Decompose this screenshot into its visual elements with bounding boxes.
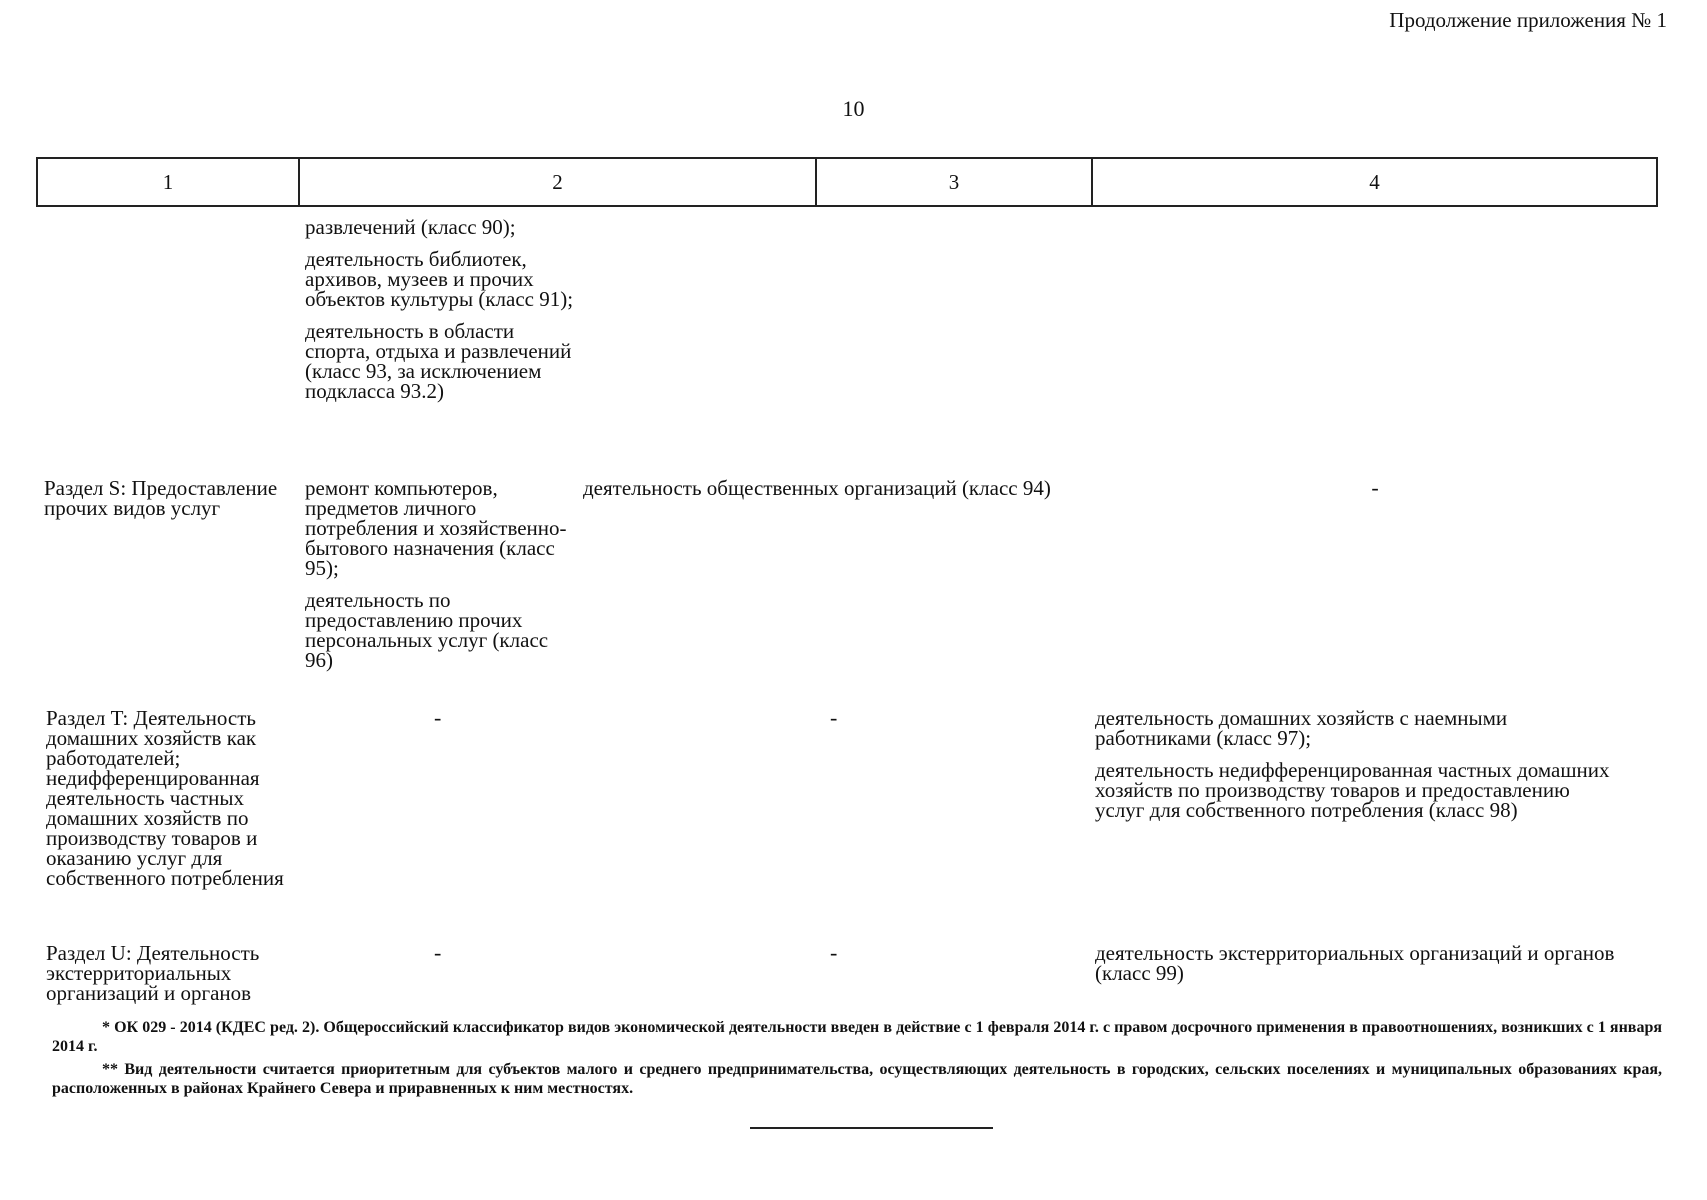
list-item: деятельность недифференцированная частных домашних хозяйств по производству товаров и предоставлению услуг для собственного потребления (класс 98) [1095,758,1610,822]
section-t-title: Раздел T: Деятельность домашних хозяйств как работодателей; недифференцированная деятельность частных домашних хозяйств по производству товаров и оказанию услуг для собственного потребления [46,706,284,890]
section-s-col2-cell [305,478,575,682]
list-item: ремонт компьютеров, предметов личного потребления и хозяйственно-бытового назначения (класс 95); [305,476,567,580]
section-s-col4-dash: - [1371,475,1379,500]
column-header-3: 3 [817,159,1093,205]
carryover-col2-cell [305,217,575,413]
column-header-2: 2 [300,159,817,205]
footnote-1: * ОК 029 - 2014 (КДЕС ред. 2). Общероссийский классификатор видов экономической деятельности введен в действие с 1 февраля 2014 г. с правом досрочного применения в правоотношениях, возникших с 1 января 2014 г. [52,1019,1662,1055]
end-of-document-rule [750,1127,993,1129]
section-s-col3-cell: деятельность общественных организаций (класс 94) [583,476,1051,500]
section-t-col4-cell [1095,708,1615,832]
section-t-col2-dash: - [434,705,442,730]
list-item: деятельность библиотек, архивов, музеев и прочих объектов культуры (класс 91); [305,247,574,311]
list-item: деятельность в области спорта, отдыха и развлечений (класс 93, за исключением подкласса 93.2) [305,319,572,403]
section-u-col4-cell: деятельность экстерриториальных организаций и органов (класс 99) [1095,941,1615,985]
list-item: деятельность по предоставлению прочих персональных услуг (класс 96) [305,588,549,672]
page-number: 10 [842,96,865,121]
column-header-1: 1 [38,159,300,205]
section-u-col2-dash: - [434,940,442,965]
section-u-col3-dash: - [830,940,838,965]
footnote-2: ** Вид деятельности считается приоритетным для субъектов малого и среднего предпринимательства, осуществляющих деятельность в городских, сельских поселениях и муниципальных образованиях края, расположенных в районах Крайнего Севера и приравненных к ним местностях. [52,1061,1662,1097]
list-item: деятельность домашних хозяйств с наемными работниками (класс 97); [1095,706,1508,750]
footnotes [52,1018,1662,1102]
column-header-4: 4 [1369,169,1380,194]
table-header-row [36,157,1658,207]
section-t-col3-dash: - [830,705,838,730]
list-item: развлечений (класс 90); [305,215,516,239]
appendix-continuation-label: Продолжение приложения № 1 [1389,8,1667,32]
section-s-title: Раздел S: Предоставление прочих видов услуг [44,476,278,520]
section-u-title: Раздел U: Деятельность экстерриториальных организаций и органов [46,941,260,1005]
